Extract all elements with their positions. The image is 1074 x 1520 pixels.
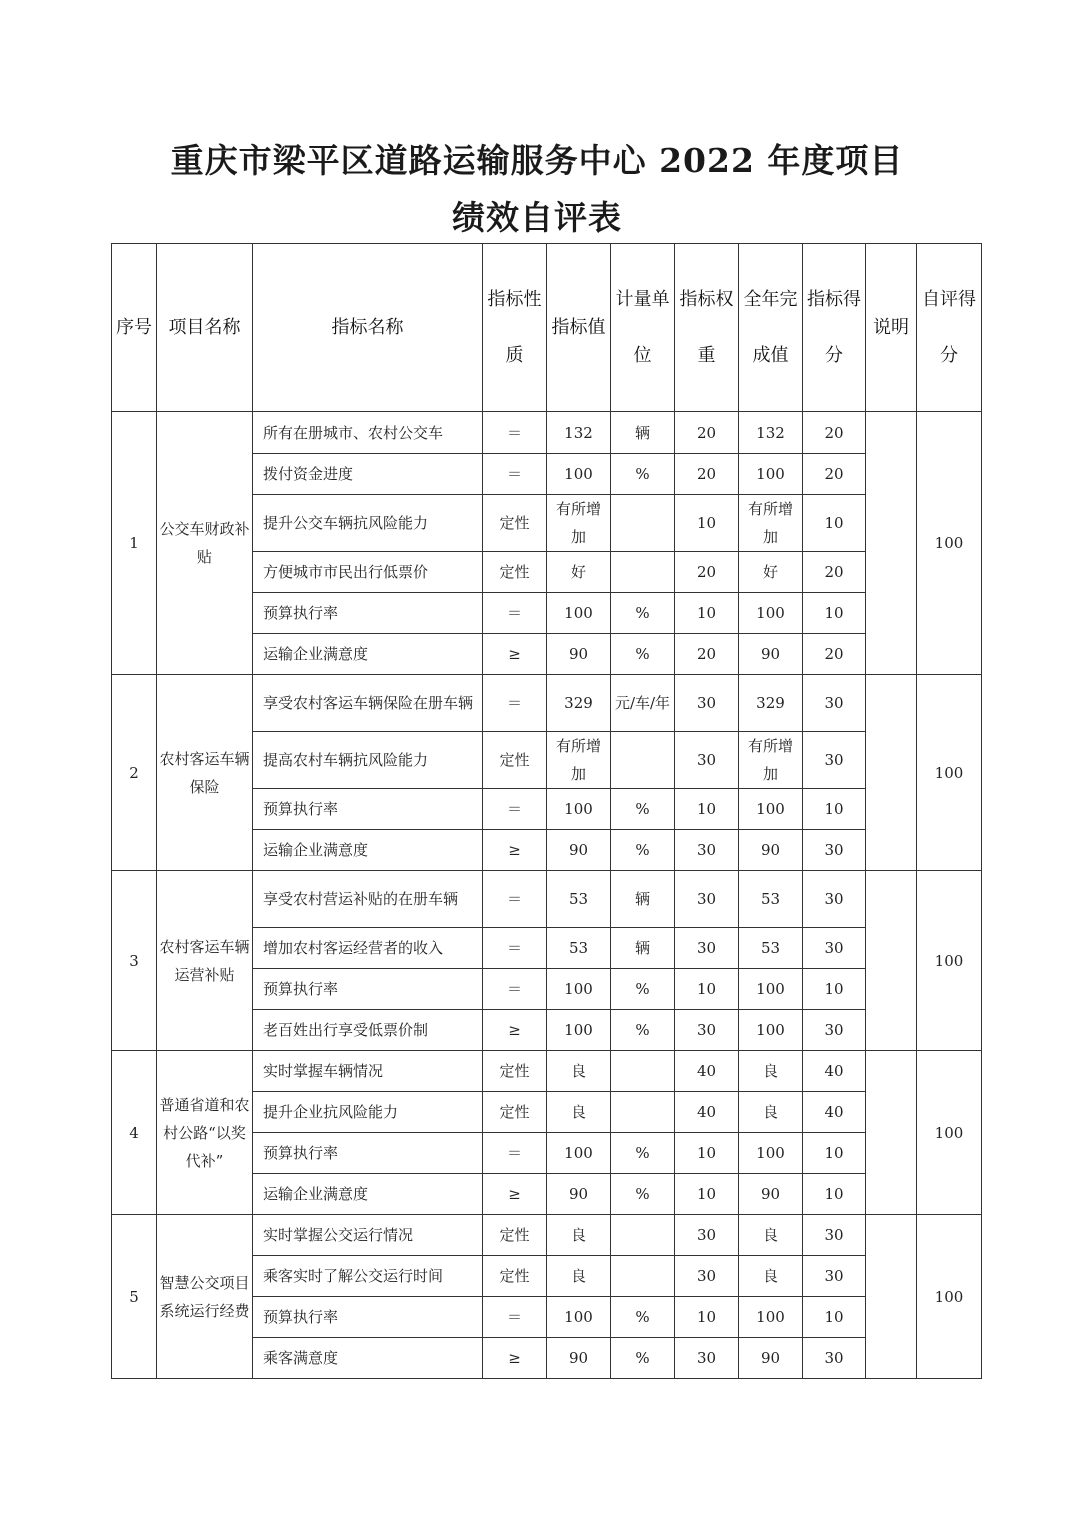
row-actual: 90 xyxy=(739,830,803,871)
row-indicator-name: 实时掌握公交运行情况 xyxy=(253,1215,483,1256)
header-seq: 序号 xyxy=(112,244,157,412)
row-unit xyxy=(611,495,675,552)
row-indicator-name: 预算执行率 xyxy=(253,1133,483,1174)
row-self-score: 100 xyxy=(917,675,982,871)
row-actual: 100 xyxy=(739,969,803,1010)
row-unit: 辆 xyxy=(611,871,675,928)
row-unit: % xyxy=(611,1297,675,1338)
row-note xyxy=(866,412,917,675)
row-score: 30 xyxy=(803,732,866,789)
row-project-name: 农村客运车辆运营补贴 xyxy=(157,871,253,1051)
row-actual: 良 xyxy=(739,1092,803,1133)
row-value: 有所增加 xyxy=(547,732,611,789)
header-score: 指标得分 xyxy=(803,244,866,412)
table-row xyxy=(112,675,982,732)
row-nature: ＝ xyxy=(483,1297,547,1338)
row-nature: ＝ xyxy=(483,969,547,1010)
row-actual: 100 xyxy=(739,454,803,495)
row-note xyxy=(866,871,917,1051)
row-weight: 30 xyxy=(675,871,739,928)
row-seq: 1 xyxy=(112,412,157,675)
row-unit: % xyxy=(611,1010,675,1051)
row-score: 10 xyxy=(803,495,866,552)
row-self-score: 100 xyxy=(917,871,982,1051)
header-value: 指标值 xyxy=(547,244,611,412)
row-unit: % xyxy=(611,1174,675,1215)
row-weight: 10 xyxy=(675,593,739,634)
row-nature: ＝ xyxy=(483,789,547,830)
row-unit: 辆 xyxy=(611,928,675,969)
row-weight: 10 xyxy=(675,1174,739,1215)
row-unit: % xyxy=(611,789,675,830)
row-indicator-name: 预算执行率 xyxy=(253,1297,483,1338)
row-score: 30 xyxy=(803,830,866,871)
performance-table xyxy=(111,243,982,1379)
header-note: 说明 xyxy=(866,244,917,412)
row-unit: % xyxy=(611,593,675,634)
row-nature: 定性 xyxy=(483,1092,547,1133)
row-nature: ＝ xyxy=(483,454,547,495)
row-project-name: 智慧公交项目系统运行经费 xyxy=(157,1215,253,1379)
row-score: 30 xyxy=(803,1338,866,1379)
row-nature: ≥ xyxy=(483,634,547,675)
row-note xyxy=(866,1051,917,1215)
row-actual: 100 xyxy=(739,1010,803,1051)
row-value: 100 xyxy=(547,593,611,634)
row-unit: % xyxy=(611,1338,675,1379)
row-score: 10 xyxy=(803,593,866,634)
row-actual: 100 xyxy=(739,1133,803,1174)
row-unit: % xyxy=(611,634,675,675)
row-project-name: 农村客运车辆保险 xyxy=(157,675,253,871)
row-value: 100 xyxy=(547,789,611,830)
row-indicator-name: 所有在册城市、农村公交车 xyxy=(253,412,483,454)
row-score: 20 xyxy=(803,634,866,675)
row-project-name: 公交车财政补贴 xyxy=(157,412,253,675)
header-row xyxy=(112,244,982,412)
row-score: 30 xyxy=(803,871,866,928)
row-nature: ＝ xyxy=(483,1133,547,1174)
row-value: 90 xyxy=(547,830,611,871)
row-weight: 20 xyxy=(675,454,739,495)
row-weight: 30 xyxy=(675,1256,739,1297)
row-score: 20 xyxy=(803,412,866,454)
row-value: 100 xyxy=(547,1133,611,1174)
row-indicator-name: 老百姓出行享受低票价制 xyxy=(253,1010,483,1051)
row-unit xyxy=(611,1256,675,1297)
row-score: 10 xyxy=(803,969,866,1010)
row-nature: ≥ xyxy=(483,1174,547,1215)
row-value: 100 xyxy=(547,1010,611,1051)
row-actual: 100 xyxy=(739,789,803,830)
row-score: 40 xyxy=(803,1092,866,1133)
row-actual: 有所增加 xyxy=(739,495,803,552)
row-weight: 30 xyxy=(675,1215,739,1256)
row-nature: 定性 xyxy=(483,1215,547,1256)
row-actual: 90 xyxy=(739,634,803,675)
row-indicator-name: 拨付资金进度 xyxy=(253,454,483,495)
row-unit: % xyxy=(611,454,675,495)
row-indicator-name: 乘客满意度 xyxy=(253,1338,483,1379)
row-score: 20 xyxy=(803,552,866,593)
row-unit xyxy=(611,1215,675,1256)
row-weight: 40 xyxy=(675,1092,739,1133)
row-unit xyxy=(611,732,675,789)
row-actual: 良 xyxy=(739,1256,803,1297)
row-score: 10 xyxy=(803,789,866,830)
row-score: 30 xyxy=(803,1215,866,1256)
row-actual: 良 xyxy=(739,1051,803,1092)
row-nature: ＝ xyxy=(483,412,547,454)
table-row xyxy=(112,412,982,454)
row-seq: 5 xyxy=(112,1215,157,1379)
row-indicator-name: 方便城市市民出行低票价 xyxy=(253,552,483,593)
row-indicator-name: 提升企业抗风险能力 xyxy=(253,1092,483,1133)
row-value: 100 xyxy=(547,1297,611,1338)
table-body xyxy=(112,412,982,1379)
row-value: 好 xyxy=(547,552,611,593)
row-actual: 329 xyxy=(739,675,803,732)
row-actual: 90 xyxy=(739,1338,803,1379)
row-score: 30 xyxy=(803,1256,866,1297)
row-score: 10 xyxy=(803,1297,866,1338)
row-actual: 132 xyxy=(739,412,803,454)
row-project-name: 普通省道和农村公路“以奖代补” xyxy=(157,1051,253,1215)
header-project: 项目名称 xyxy=(157,244,253,412)
row-nature: ＝ xyxy=(483,593,547,634)
row-score: 40 xyxy=(803,1051,866,1092)
row-nature: 定性 xyxy=(483,495,547,552)
row-note xyxy=(866,675,917,871)
row-weight: 20 xyxy=(675,412,739,454)
row-value: 53 xyxy=(547,871,611,928)
row-actual: 好 xyxy=(739,552,803,593)
row-value: 132 xyxy=(547,412,611,454)
row-weight: 20 xyxy=(675,634,739,675)
row-weight: 10 xyxy=(675,1297,739,1338)
row-weight: 40 xyxy=(675,1051,739,1092)
row-indicator-name: 增加农村客运经营者的收入 xyxy=(253,928,483,969)
table-row xyxy=(112,871,982,928)
document-title-line2: 绩效自评表 xyxy=(452,198,622,237)
row-actual: 良 xyxy=(739,1215,803,1256)
row-weight: 20 xyxy=(675,552,739,593)
row-weight: 10 xyxy=(675,969,739,1010)
header-indicator: 指标名称 xyxy=(253,244,483,412)
row-nature: ≥ xyxy=(483,830,547,871)
row-weight: 30 xyxy=(675,928,739,969)
row-unit: % xyxy=(611,969,675,1010)
row-self-score: 100 xyxy=(917,1051,982,1215)
row-weight: 30 xyxy=(675,1338,739,1379)
row-nature: ＝ xyxy=(483,928,547,969)
row-indicator-name: 提升公交车辆抗风险能力 xyxy=(253,495,483,552)
row-nature: ＝ xyxy=(483,675,547,732)
row-indicator-name: 预算执行率 xyxy=(253,789,483,830)
row-unit: 辆 xyxy=(611,412,675,454)
row-actual: 100 xyxy=(739,1297,803,1338)
row-value: 有所增加 xyxy=(547,495,611,552)
row-value: 良 xyxy=(547,1051,611,1092)
row-value: 100 xyxy=(547,969,611,1010)
row-unit xyxy=(611,1051,675,1092)
row-nature: 定性 xyxy=(483,1256,547,1297)
row-indicator-name: 提高农村车辆抗风险能力 xyxy=(253,732,483,789)
row-value: 良 xyxy=(547,1092,611,1133)
row-unit xyxy=(611,1092,675,1133)
document-title-line1: 重庆市梁平区道路运输服务中心 2022 年度项目 xyxy=(170,141,904,180)
row-actual: 100 xyxy=(739,593,803,634)
header-actual: 全年完成值 xyxy=(739,244,803,412)
row-nature: ≥ xyxy=(483,1010,547,1051)
row-indicator-name: 实时掌握车辆情况 xyxy=(253,1051,483,1092)
row-self-score: 100 xyxy=(917,1215,982,1379)
row-indicator-name: 预算执行率 xyxy=(253,593,483,634)
row-indicator-name: 预算执行率 xyxy=(253,969,483,1010)
row-weight: 30 xyxy=(675,732,739,789)
row-indicator-name: 乘客实时了解公交运行时间 xyxy=(253,1256,483,1297)
table-row xyxy=(112,1215,982,1256)
row-indicator-name: 运输企业满意度 xyxy=(253,830,483,871)
row-unit: % xyxy=(611,1133,675,1174)
row-unit: % xyxy=(611,830,675,871)
row-actual: 53 xyxy=(739,871,803,928)
row-weight: 30 xyxy=(675,830,739,871)
row-seq: 3 xyxy=(112,871,157,1051)
row-score: 10 xyxy=(803,1174,866,1215)
row-nature: ＝ xyxy=(483,871,547,928)
row-self-score: 100 xyxy=(917,412,982,675)
row-actual: 90 xyxy=(739,1174,803,1215)
row-score: 20 xyxy=(803,454,866,495)
row-weight: 10 xyxy=(675,1133,739,1174)
row-seq: 4 xyxy=(112,1051,157,1215)
header-weight: 指标权重 xyxy=(675,244,739,412)
row-value: 90 xyxy=(547,634,611,675)
row-indicator-name: 享受农村营运补贴的在册车辆 xyxy=(253,871,483,928)
row-weight: 30 xyxy=(675,1010,739,1051)
row-indicator-name: 运输企业满意度 xyxy=(253,1174,483,1215)
row-score: 30 xyxy=(803,675,866,732)
row-nature: 定性 xyxy=(483,1051,547,1092)
row-score: 10 xyxy=(803,1133,866,1174)
row-indicator-name: 运输企业满意度 xyxy=(253,634,483,675)
row-score: 30 xyxy=(803,1010,866,1051)
header-unit: 计量单位 xyxy=(611,244,675,412)
row-indicator-name: 享受农村客运车辆保险在册车辆 xyxy=(253,675,483,732)
row-weight: 30 xyxy=(675,675,739,732)
row-value: 良 xyxy=(547,1215,611,1256)
row-value: 90 xyxy=(547,1174,611,1215)
row-score: 30 xyxy=(803,928,866,969)
row-unit: 元/车/年 xyxy=(611,675,675,732)
row-value: 53 xyxy=(547,928,611,969)
row-value: 良 xyxy=(547,1256,611,1297)
row-nature: ≥ xyxy=(483,1338,547,1379)
row-weight: 10 xyxy=(675,495,739,552)
row-actual: 53 xyxy=(739,928,803,969)
row-weight: 10 xyxy=(675,789,739,830)
header-nature: 指标性质 xyxy=(483,244,547,412)
row-nature: 定性 xyxy=(483,732,547,789)
row-unit xyxy=(611,552,675,593)
row-value: 329 xyxy=(547,675,611,732)
table-row xyxy=(112,1051,982,1092)
header-self-score: 自评得分 xyxy=(917,244,982,412)
row-note xyxy=(866,1215,917,1379)
row-seq: 2 xyxy=(112,675,157,871)
row-value: 100 xyxy=(547,454,611,495)
row-nature: 定性 xyxy=(483,552,547,593)
row-actual: 有所增加 xyxy=(739,732,803,789)
row-value: 90 xyxy=(547,1338,611,1379)
